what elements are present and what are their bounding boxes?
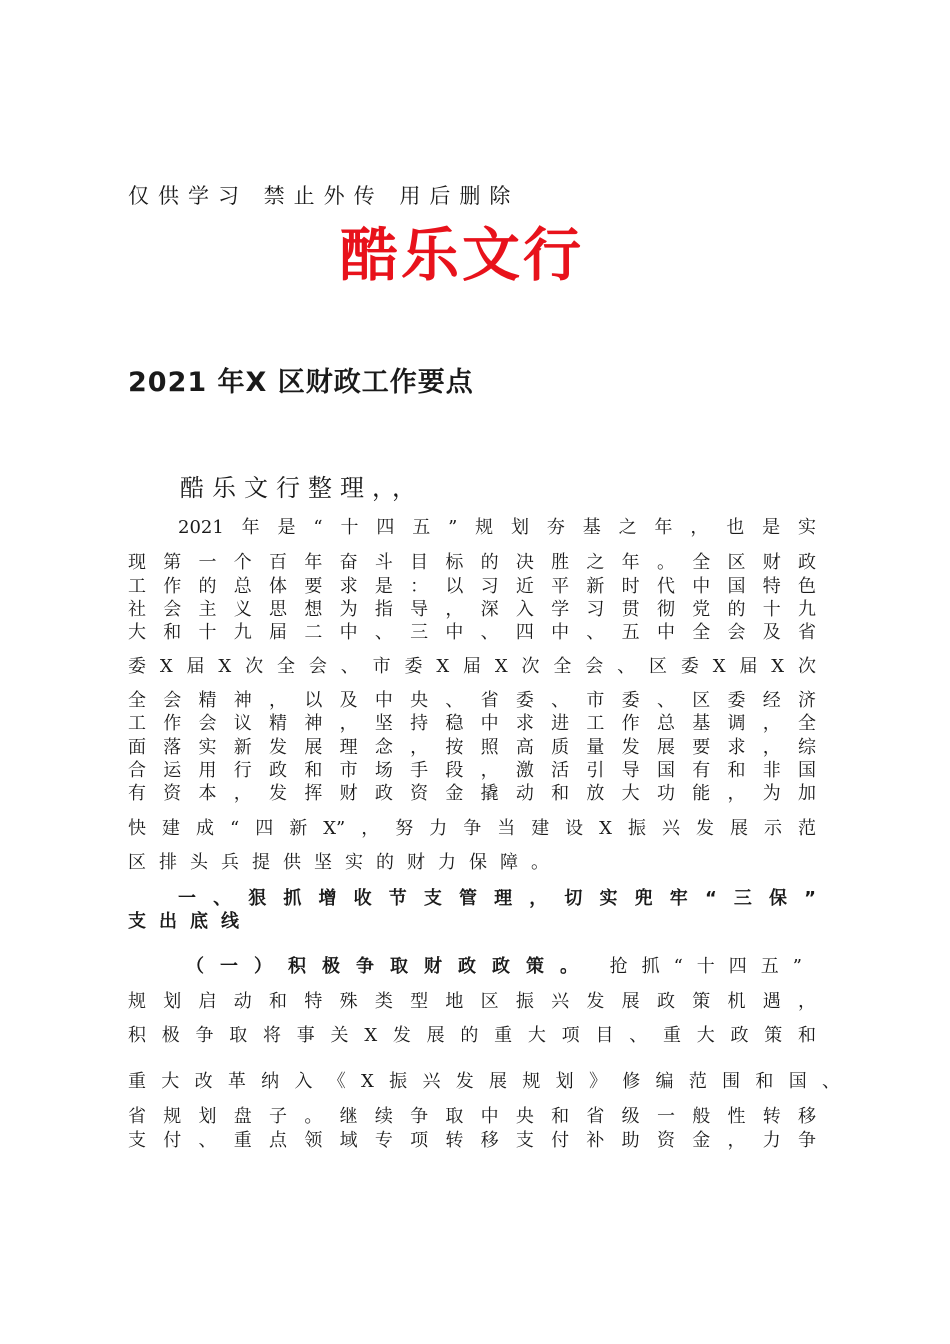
paragraph-line: 现第一个百年奋斗目标的决胜之年。全区财政 <box>128 552 816 573</box>
paragraph-line: 委X届X次全会、市委X届X次全会、区委X届X次 <box>128 656 816 677</box>
paragraph-line: 大和十九届二中、三中、四中、五中全会及省 <box>128 622 816 643</box>
subsection-line: 支付、重点领域专项转移支付补助资金，力争 <box>128 1130 816 1151</box>
paragraph-line: 2021年是“十四五”规划夯基之年，也是实 <box>178 517 816 538</box>
confidential-notice: 仅供学习 禁止外传 用后删除 <box>128 184 520 208</box>
document-title: 2021 年X 区财政工作要点 <box>128 367 474 398</box>
paragraph-line: 合运用行政和市场手段，激活引导国有和非国 <box>128 760 816 781</box>
brand-logo-text: 酷乐文行 <box>340 221 585 289</box>
paragraph-line: 面落实新发展理念，按照高质量发展要求，综 <box>128 737 816 758</box>
compiler-note: 酷乐文行整理，， <box>180 474 424 502</box>
paragraph-line: 快建成“四新X”，努力争当建设X振兴发展示范 <box>128 818 816 839</box>
paragraph-line: 工作会议精神，坚持稳中求进工作总基调，全 <box>128 713 816 734</box>
subsection-line: 规划启动和特殊类型地区振兴发展政策机遇， <box>128 991 816 1012</box>
subsection-heading: （一）积极争取财政政策。 <box>186 956 594 977</box>
section-heading-line: 一、狠抓增收节支管理，切实兜牢“三保” <box>178 888 816 909</box>
paragraph-line: 社会主义思想为指导，深入学习贯彻党的十九 <box>128 599 816 620</box>
subsection-line: 积极争取将事关X发展的重大项目、重大政策和 <box>128 1025 816 1046</box>
paragraph-line: 工作的总体要求是：以习近平新时代中国特色 <box>128 576 816 597</box>
subsection-line: 省规划盘子。继续争取中央和省级一般性转移 <box>128 1106 816 1127</box>
paragraph-line: 全会精神，以及中央、省委、市委、区委经济 <box>128 690 816 711</box>
section-heading-line: 支出底线 <box>128 911 252 932</box>
subsection-line: 抢抓“十四五” <box>609 956 816 977</box>
paragraph-line: 有资本，发挥财政资金撬动和放大功能，为加 <box>128 783 816 804</box>
paragraph-line: 区排头兵提供坚实的财力保障。 <box>128 852 562 873</box>
subsection-first-line <box>186 955 816 979</box>
subsection-line: 重大改革纳入《X振兴发展规划》修编范围和国、 <box>128 1071 840 1092</box>
